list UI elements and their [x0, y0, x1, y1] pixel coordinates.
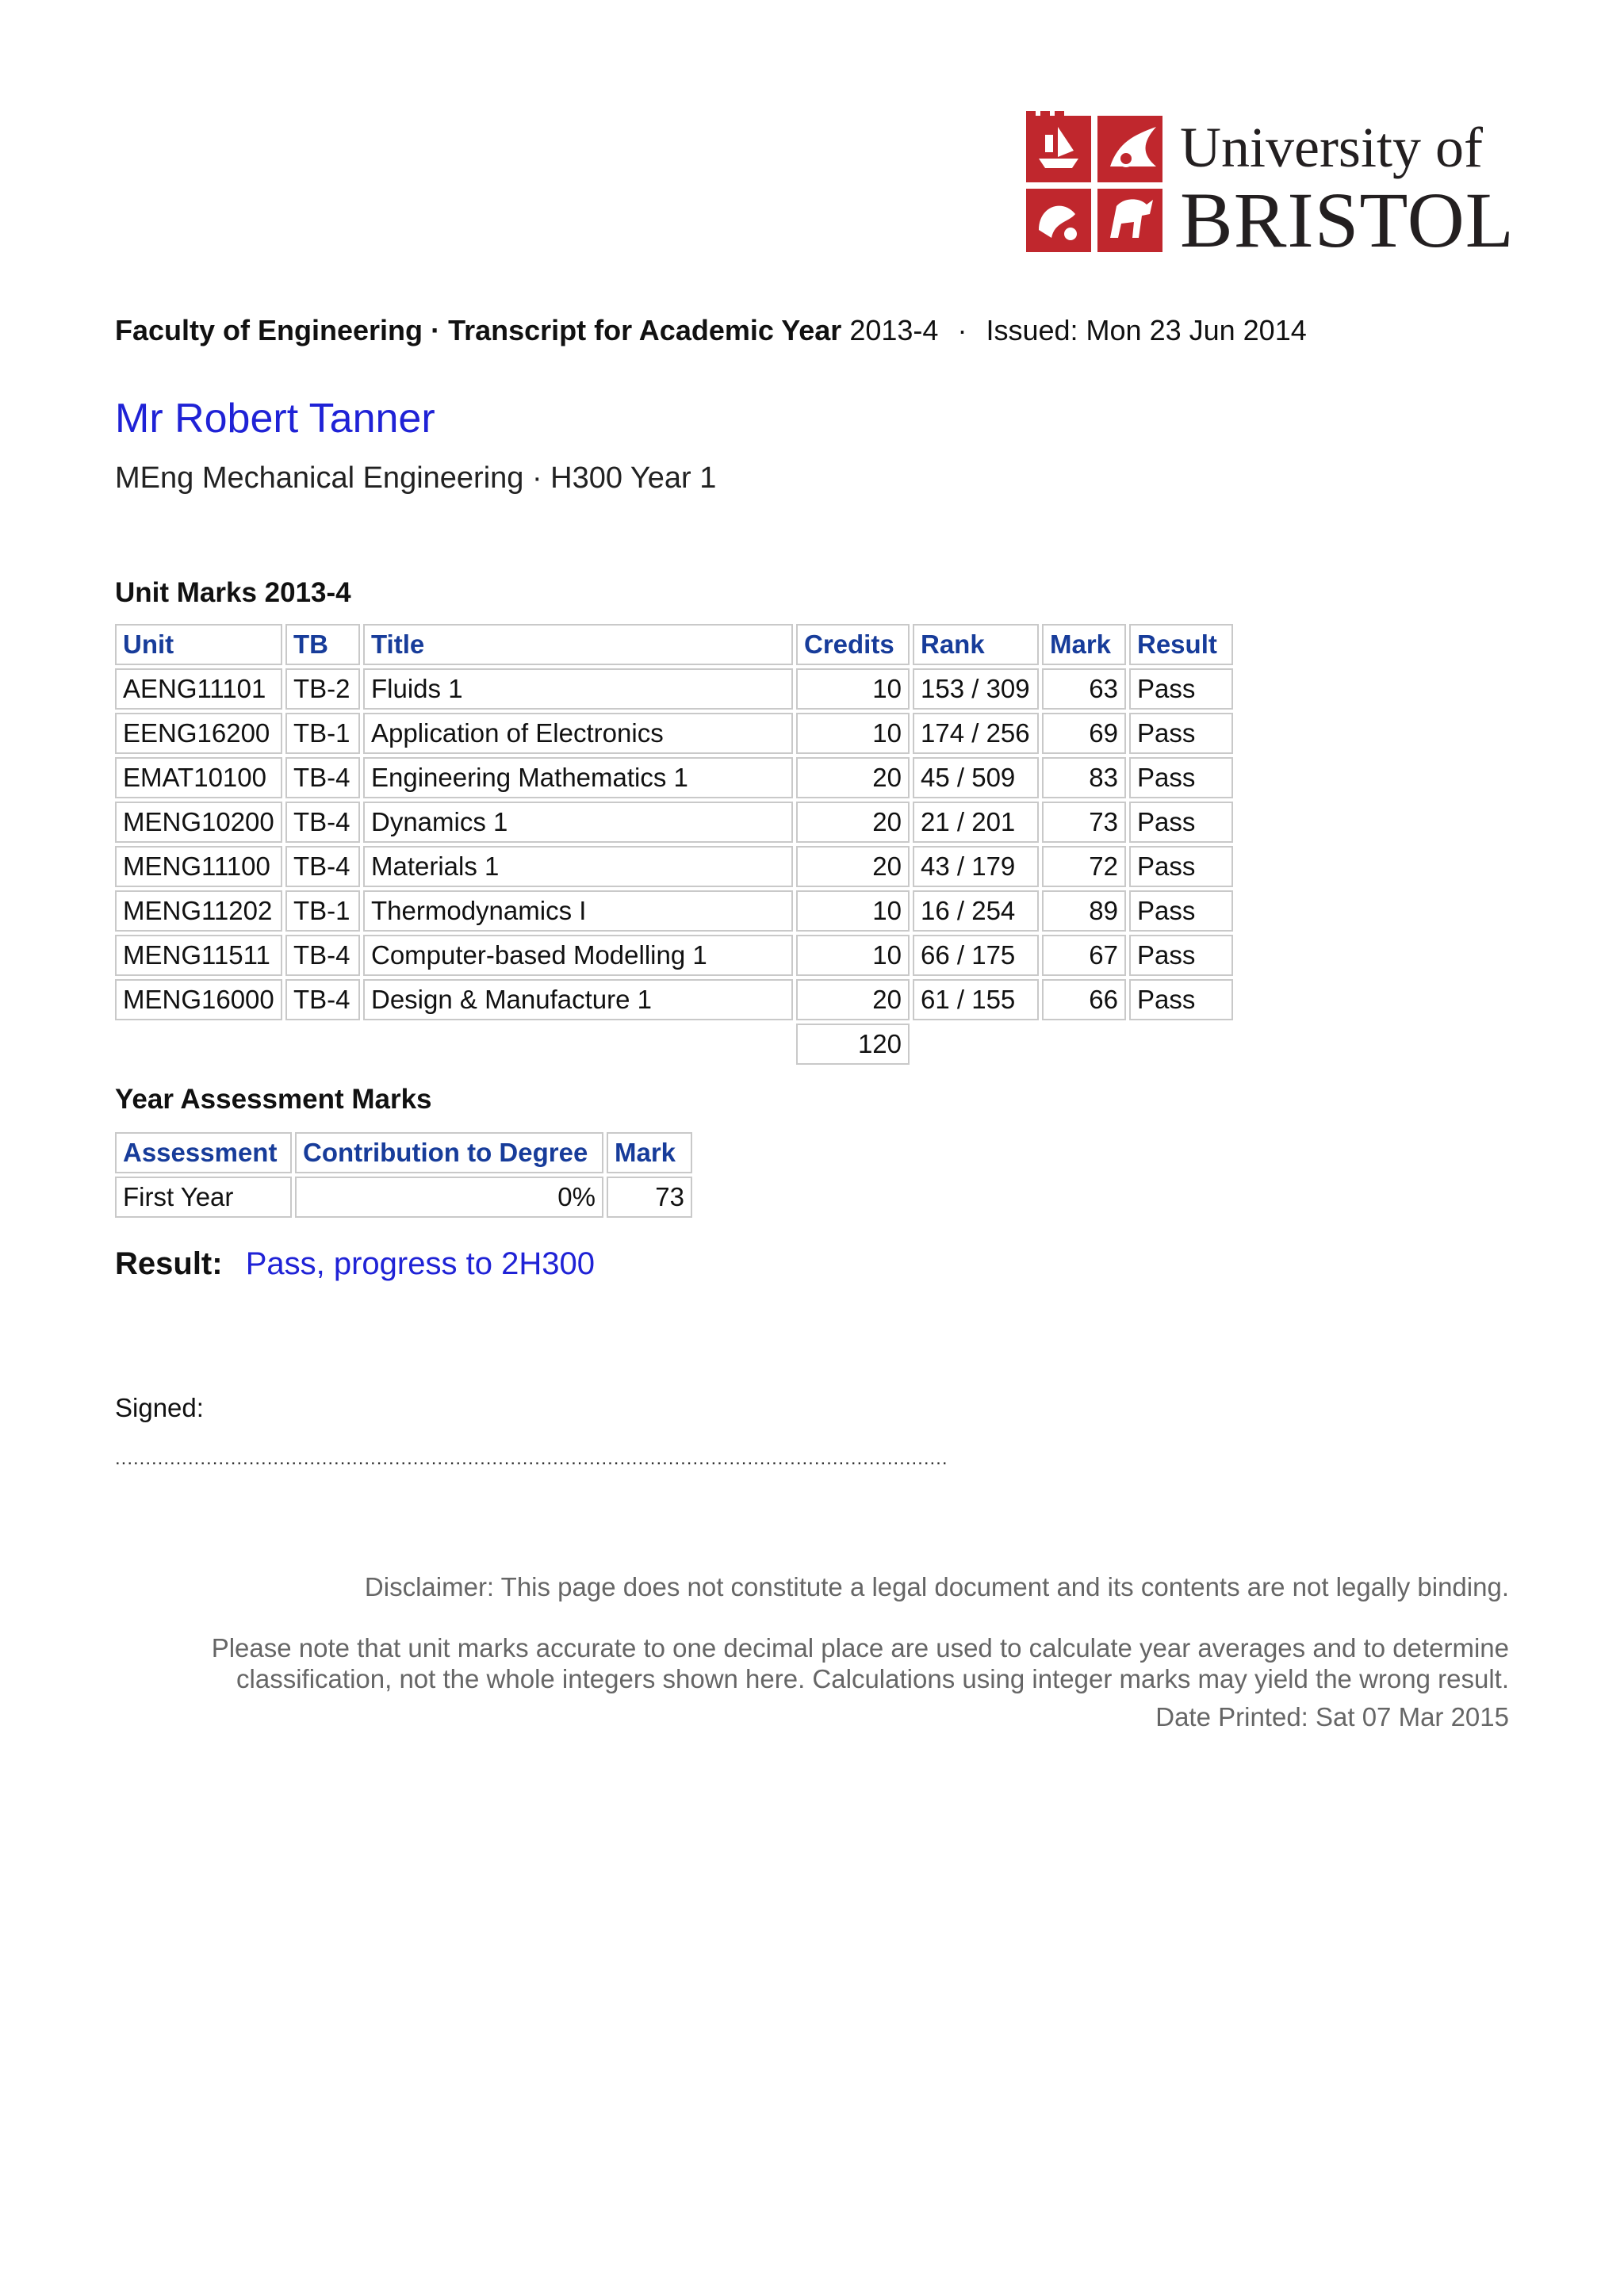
- unit-title: Fluids 1: [363, 668, 793, 710]
- faculty-name: Faculty of Engineering: [115, 314, 423, 346]
- signed-label: Signed:: [115, 1393, 204, 1422]
- header-dot-2: ·: [957, 314, 967, 346]
- table-row: [115, 1177, 692, 1218]
- blank-cell: [115, 1024, 282, 1065]
- unit-code: AENG11101: [115, 668, 282, 710]
- col-header-credits: Credits: [796, 624, 910, 665]
- unit-code: MENG11100: [115, 846, 282, 887]
- table-row: [115, 802, 1233, 843]
- contribution-to-degree: 0%: [295, 1177, 603, 1218]
- table-row: [115, 846, 1233, 887]
- col-header-result: Result: [1129, 624, 1233, 665]
- col-header-title: Title: [363, 624, 793, 665]
- unit-result: Pass: [1129, 979, 1233, 1020]
- unit-code: MENG16000: [115, 979, 282, 1020]
- unit-code: MENG11202: [115, 890, 282, 932]
- unit-credits: 20: [796, 802, 910, 843]
- disclaimer: Disclaimer: This page does not constitute a legal document and its contents are not legally binding.: [364, 1572, 1509, 1601]
- unit-result: Pass: [1129, 668, 1233, 710]
- unit-credits: 10: [796, 713, 910, 754]
- teaching-block: TB-4: [285, 935, 360, 976]
- unit-marks-table: [112, 621, 1236, 1068]
- blank-cell: [1042, 1024, 1126, 1065]
- unit-result: Pass: [1129, 935, 1233, 976]
- unit-credits: 10: [796, 668, 910, 710]
- table-header-row: [115, 624, 1233, 665]
- table-row: [115, 757, 1233, 798]
- unit-credits: 10: [796, 935, 910, 976]
- teaching-block: TB-2: [285, 668, 360, 710]
- unit-title: Engineering Mathematics 1: [363, 757, 793, 798]
- unit-rank: 21 / 201: [913, 802, 1039, 843]
- blank-cell: [363, 1024, 793, 1065]
- teaching-block: TB-1: [285, 890, 360, 932]
- unit-mark: 63: [1042, 668, 1126, 710]
- unit-code: MENG11511: [115, 935, 282, 976]
- unit-mark: 72: [1042, 846, 1126, 887]
- date-printed: Date Printed: Sat 07 Mar 2015: [1155, 1702, 1509, 1732]
- unit-code: EMAT10100: [115, 757, 282, 798]
- teaching-block: TB-4: [285, 846, 360, 887]
- unit-rank: 66 / 175: [913, 935, 1039, 976]
- table-header-row: [115, 1132, 692, 1173]
- unit-code: MENG10200: [115, 802, 282, 843]
- unit-credits: 20: [796, 757, 910, 798]
- total-credits: 120: [796, 1024, 910, 1065]
- university-crest-icon: [1023, 111, 1166, 255]
- blank-cell: [913, 1024, 1039, 1065]
- col-header-mark: Mark: [1042, 624, 1126, 665]
- logo-wordmark: [1180, 116, 1515, 264]
- unit-credits: 10: [796, 890, 910, 932]
- unit-title: Dynamics 1: [363, 802, 793, 843]
- unit-mark: 73: [1042, 802, 1126, 843]
- calculation-note-line-1: Please note that unit marks accurate to one decimal place are used to calculate year averages and to determine: [211, 1633, 1509, 1663]
- unit-result: Pass: [1129, 846, 1233, 887]
- result-value: Pass, progress to 2H300: [245, 1246, 595, 1281]
- col-header-assessment: Assessment: [115, 1132, 292, 1173]
- unit-result: Pass: [1129, 802, 1233, 843]
- unit-rank: 61 / 155: [913, 979, 1039, 1020]
- university-logo: [1023, 111, 1515, 264]
- assessment-name: First Year: [115, 1177, 292, 1218]
- unit-mark: 83: [1042, 757, 1126, 798]
- unit-rank: 16 / 254: [913, 890, 1039, 932]
- unit-rank: 45 / 509: [913, 757, 1039, 798]
- teaching-block: TB-1: [285, 713, 360, 754]
- teaching-block: TB-4: [285, 757, 360, 798]
- unit-marks-title: Unit Marks 2013-4: [115, 577, 351, 608]
- academic-year: 2013-4: [849, 314, 939, 346]
- table-row: [115, 979, 1233, 1020]
- col-header-tb: TB: [285, 624, 360, 665]
- unit-title: Thermodynamics I: [363, 890, 793, 932]
- transcript-label: Transcript for Academic Year: [448, 314, 842, 346]
- unit-result: Pass: [1129, 713, 1233, 754]
- calculation-note-line-2: classification, not the whole integers shown here. Calculations using integer marks may yield the wrong result.: [236, 1663, 1509, 1693]
- unit-title: Materials 1: [363, 846, 793, 887]
- programme-line: MEng Mechanical Engineering · H300 Year 1: [115, 461, 717, 495]
- unit-credits: 20: [796, 846, 910, 887]
- year-assessment-table: [112, 1129, 695, 1221]
- col-header-mark: Mark: [607, 1132, 692, 1173]
- col-header-unit: Unit: [115, 624, 282, 665]
- unit-mark: 89: [1042, 890, 1126, 932]
- col-header-contribution: Contribution to Degree: [295, 1132, 603, 1173]
- result-line: [115, 1246, 595, 1282]
- student-name: Mr Robert Tanner: [115, 396, 435, 442]
- unit-credits: 20: [796, 979, 910, 1020]
- unit-title: Application of Electronics: [363, 713, 793, 754]
- unit-result: Pass: [1129, 757, 1233, 798]
- logo-line-university: University of: [1180, 116, 1483, 179]
- unit-title: Design & Manufacture 1: [363, 979, 793, 1020]
- issued-date: Issued: Mon 23 Jun 2014: [986, 314, 1307, 346]
- year-assessment-title: Year Assessment Marks: [115, 1084, 432, 1115]
- col-header-rank: Rank: [913, 624, 1039, 665]
- unit-rank: 174 / 256: [913, 713, 1039, 754]
- unit-code: EENG16200: [115, 713, 282, 754]
- total-credits-row: [115, 1024, 1233, 1065]
- header-dot: ·: [431, 314, 441, 346]
- teaching-block: TB-4: [285, 979, 360, 1020]
- unit-result: Pass: [1129, 890, 1233, 932]
- table-row: [115, 890, 1233, 932]
- calculation-note: [82, 1633, 1509, 1695]
- unit-mark: 69: [1042, 713, 1126, 754]
- table-row: [115, 935, 1233, 976]
- blank-cell: [285, 1024, 360, 1065]
- unit-rank: 43 / 179: [913, 846, 1039, 887]
- transcript-header: [115, 314, 1307, 347]
- signature-line: .........................................................................................................................................: [115, 1448, 948, 1469]
- unit-mark: 66: [1042, 979, 1126, 1020]
- table-row: [115, 713, 1233, 754]
- table-row: [115, 668, 1233, 710]
- unit-title: Computer-based Modelling 1: [363, 935, 793, 976]
- assessment-mark: 73: [607, 1177, 692, 1218]
- result-label: Result:: [115, 1246, 223, 1281]
- teaching-block: TB-4: [285, 802, 360, 843]
- unit-rank: 153 / 309: [913, 668, 1039, 710]
- unit-mark: 67: [1042, 935, 1126, 976]
- logo-line-bristol: BRISTOL: [1180, 176, 1515, 264]
- blank-cell: [1129, 1024, 1233, 1065]
